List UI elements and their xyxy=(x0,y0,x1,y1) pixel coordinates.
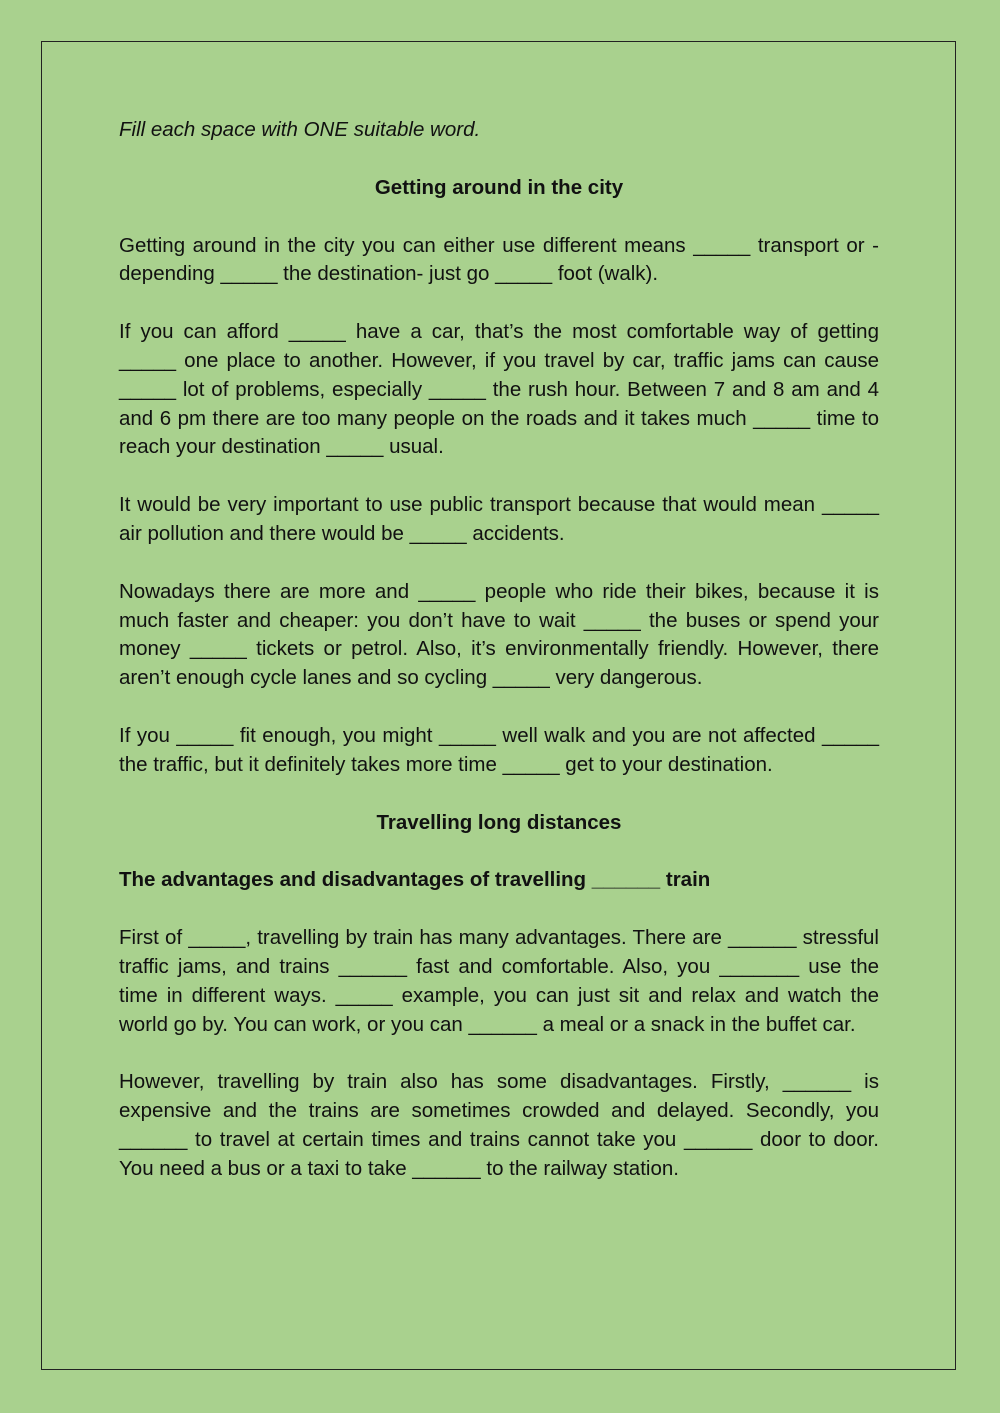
paragraph: It would be very important to use public transport because that would mean _____ air pollution and there would be _____ accidents. xyxy=(119,493,879,545)
paragraph: If you _____ fit enough, you might _____ well walk and you are not affected _____ the traffic, but it definitely takes more time _____ get to your destination. xyxy=(119,723,879,776)
paragraph: Getting around in the city you can either use different means _____ transport or -depending _____ the destination- just go _____ foot (walk). xyxy=(119,233,879,286)
paragraph: If you can afford _____ have a car, that’s the most comfortable way of getting _____ one place to another. However, if you travel by car, traffic jams can cause _____ lot of problems, especially _____ the rush hour. Between 7 and 8 am and 4 and 6 pm there are too many people on the roads and it takes much _____ time to reach your destination _____ usual. xyxy=(119,320,879,459)
paragraph: First of _____, travelling by train has many advantages. There are ______ stressful traffic jams, and trains ______ fast and comfortable. Also, you _______ use the time in different ways. _____ example, you can just sit and relax and watch the world go by. You can work, or you can ______ a meal or a snack in the buffet car. xyxy=(119,926,879,1036)
instruction-text: Fill each space with ONE suitable word. xyxy=(119,118,481,141)
paragraph: Nowadays there are more and _____ people who ride their bikes, because it is much faster and cheaper: you don’t have to wait _____ the buses or spend your money _____ tickets or petrol. Also, it’s environmentally friendly. However, there aren’t enough cycle lanes and so cycling _____ very dangerous. xyxy=(119,579,879,690)
section-subtitle-train: The advantages and disadvantages of travelling ______ train xyxy=(119,868,711,892)
section-title-long-distances: Travelling long distances xyxy=(376,810,622,834)
section-title-city: Getting around in the city xyxy=(374,175,624,199)
paragraph: However, travelling by train also has some disadvantages. Firstly, ______ is expensive and the trains are sometimes crowded and delayed. Secondly, you ______ to travel at certain times and trains cannot take you ______ door to door. You need a bus or a taxi to take ______ to the railway station. xyxy=(119,1070,879,1180)
worksheet xyxy=(119,116,879,1213)
